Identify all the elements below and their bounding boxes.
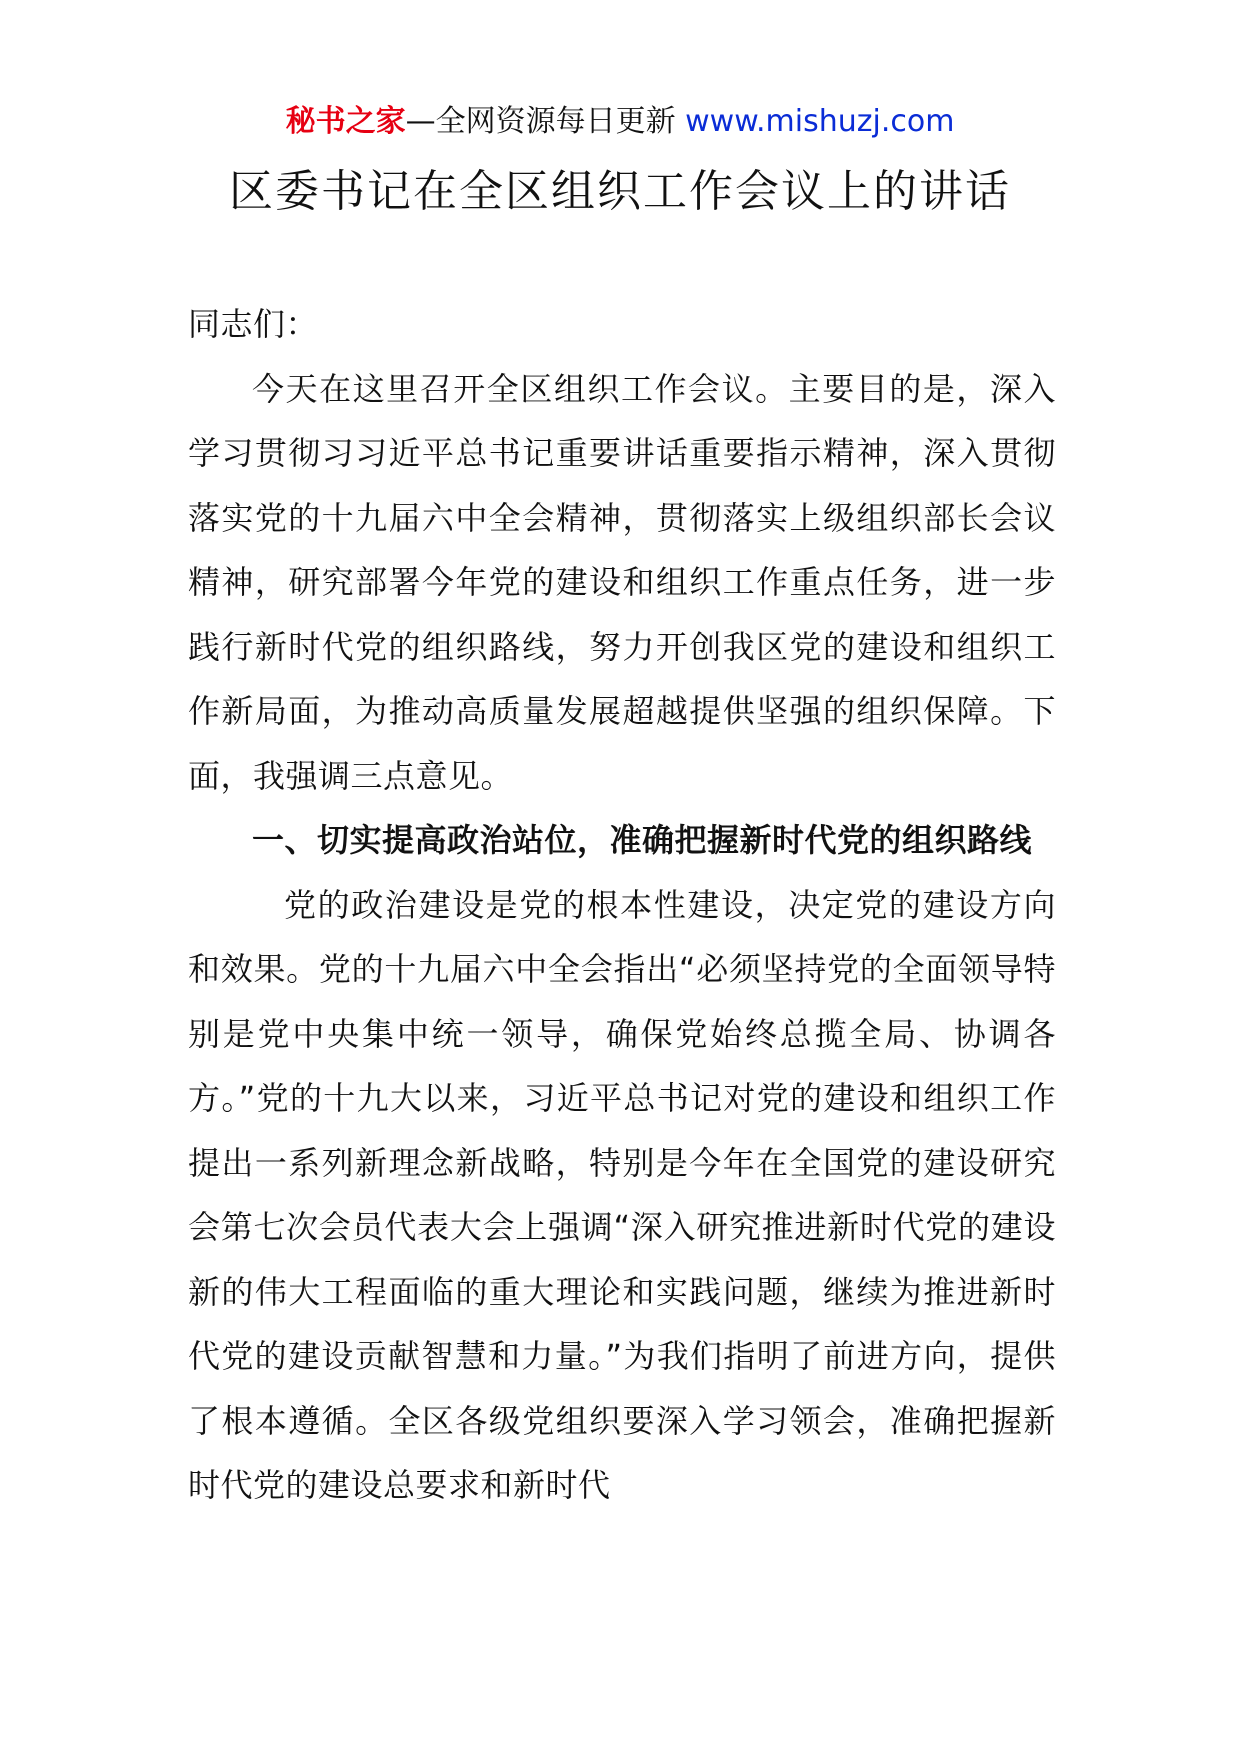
site-url-link[interactable]: www.mishuzj.com xyxy=(685,104,955,139)
paragraph: 今天在这里召开全区组织工作会议。主要目的是，深入学习贯彻习习近平总书记重要讲话重要指示精神，深入贯彻落实党的十九届六中全会精神，贯彻落实上级组织部长会议精神，研究部署今年党的建设和组织工作重点任务，进一步践行新时代党的组织路线，努力开创我区党的建设和组织工作新局面，为推动高质量发展超越提供坚强的组织保障。下面，我强调三点意见。 xyxy=(188,369,1056,795)
site-header xyxy=(0,100,1240,144)
document-title: 区委书记在全区组织工作会议上的讲话 xyxy=(229,166,1011,217)
brand-slogan: —全网资源每日更新 xyxy=(405,104,676,139)
salutation: 同志们： xyxy=(188,305,319,343)
document-body xyxy=(188,292,1056,1518)
brand-name: 秘书之家 xyxy=(285,104,406,139)
paragraph: 党的政治建设是党的根本性建设，决定党的建设方向和效果。党的十九届六中全会指出“必须坚持党的全面领导特别是党中央集中统一领导，确保党始终总揽全局、协调各方。”党的十九大以来，习近平总书记对党的建设和组织工作提出一系列新理念新战略，特别是今年在全国党的建设研究会第七次会员代表大会上强调“深入研究推进新时代党的建设新的伟大工程面临的重大理论和实践问题，继续为推进新时代党的建设贡献智慧和力量。”为我们指明了前进方向，提供了根本遵循。全区各级党组织要深入学习领会，准确把握新时代党的建设总要求和新时代 xyxy=(188,885,1056,1504)
section-heading: 一、切实提高政治站位，准确把握新时代党的组织路线 xyxy=(252,821,1033,859)
